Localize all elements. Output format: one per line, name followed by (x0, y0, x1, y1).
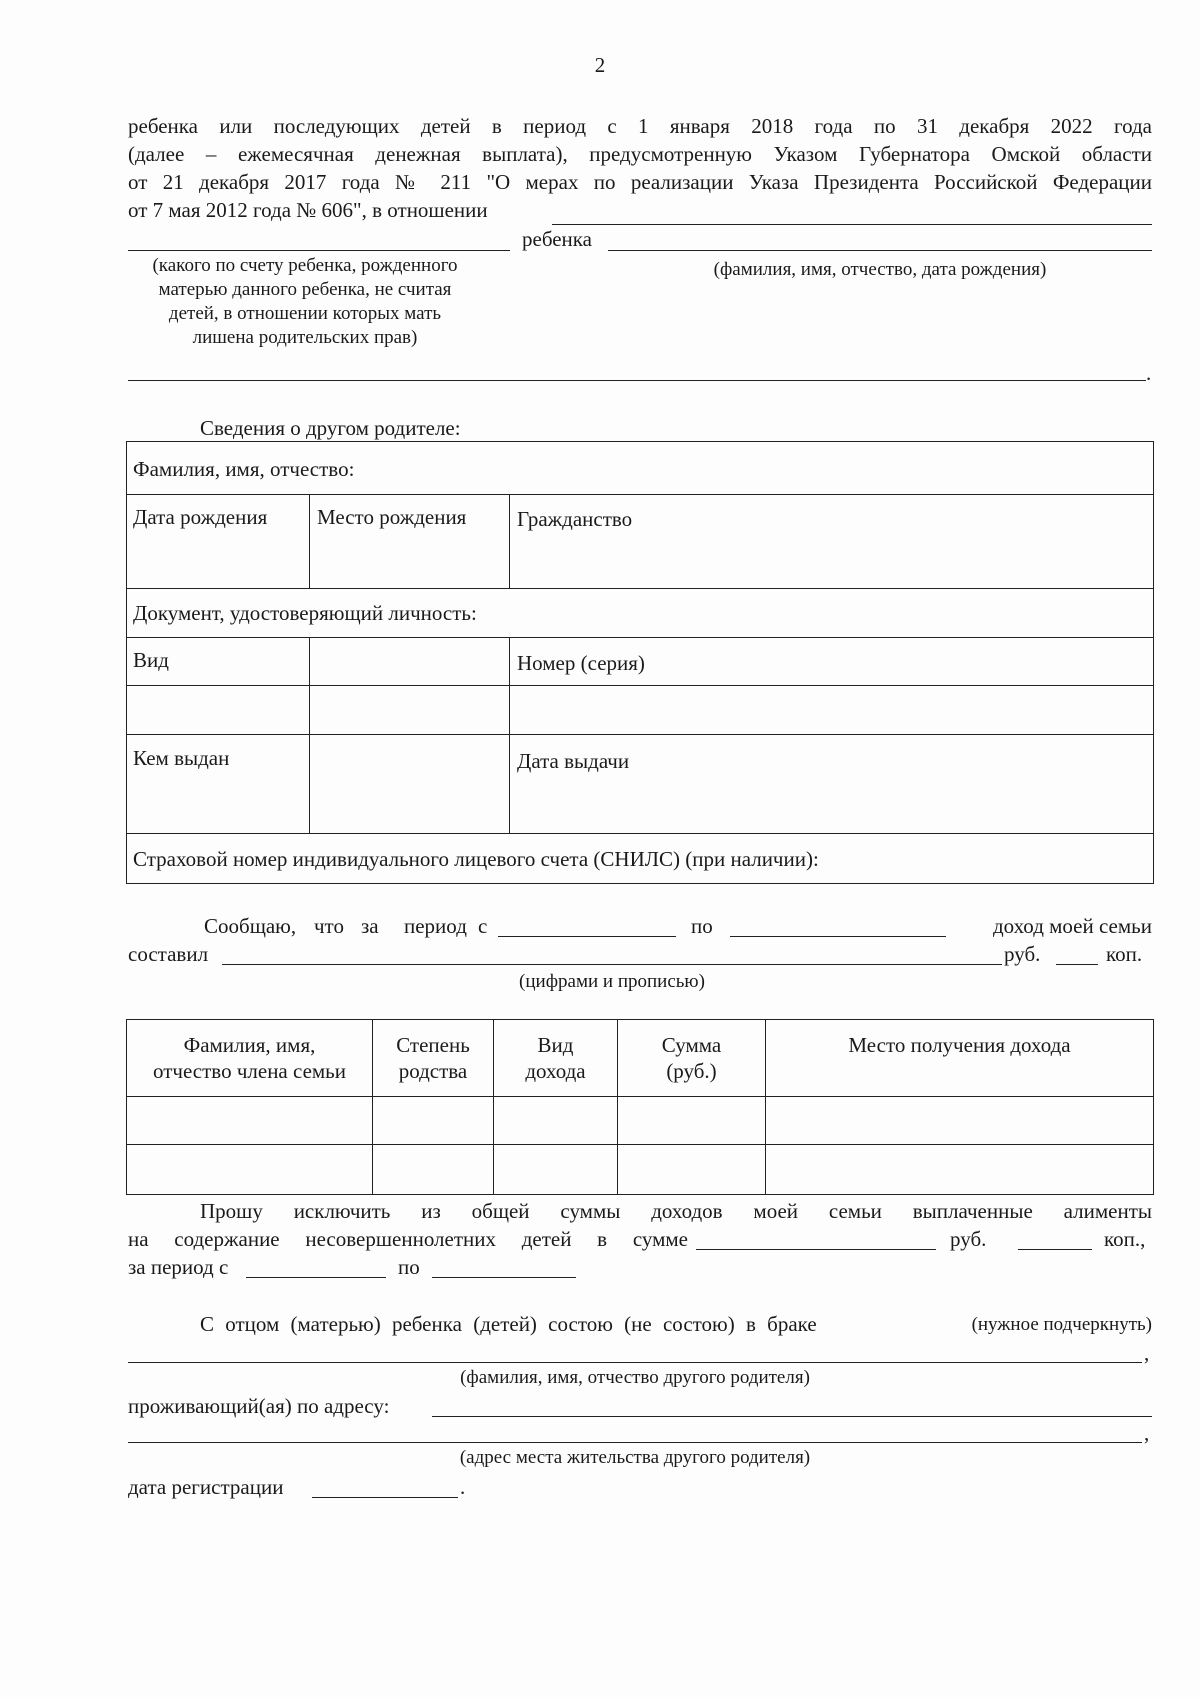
citizenship-label: Гражданство (517, 507, 633, 531)
intro-line-1: ребенка или последующих детей в период с 1 января 2018 года по 31 декабря 2022 года (128, 114, 1152, 138)
blank-other-parent-fio[interactable] (128, 1362, 1142, 1363)
blank-alimony-to[interactable] (432, 1277, 576, 1278)
blank-period-from[interactable] (498, 936, 676, 937)
blank-child-order-tail[interactable] (552, 224, 1152, 225)
income-kop: коп. (1106, 942, 1143, 966)
child-word: ребенка (522, 227, 592, 251)
sostavil-label: составил (128, 942, 209, 966)
birth-date-label: Дата рождения (133, 505, 268, 529)
blank-alimony-from[interactable] (246, 1277, 386, 1278)
marriage-line-1: С отцом (матерью) ребенка (детей) состою (не состою) в браке (нужное подчеркнуть) (200, 1312, 1152, 1336)
blank-alimony-sum[interactable] (696, 1249, 936, 1250)
intro-end-dot: . (1146, 361, 1152, 385)
blank-alimony-kop[interactable] (1018, 1249, 1092, 1250)
intro-line-3: от 21 декабря 2017 года № 211 "О мерах по реализации Указа Президента Российской Федерации (128, 170, 1152, 194)
income-table (126, 1019, 1154, 1195)
marriage-comma-1: , (1144, 1341, 1150, 1365)
issued-by-label: Кем выдан (133, 746, 230, 770)
doc-type-label: Вид (133, 648, 169, 672)
income-rub: руб. (1004, 942, 1041, 966)
other-parent-heading: Сведения о другом родителе: (200, 416, 461, 440)
blank-income-kop[interactable] (1056, 964, 1098, 965)
income-hint: (цифрами и прописью) (519, 971, 705, 992)
address-label: проживающий(ая) по адресу: (128, 1394, 390, 1418)
birth-place-label: Место рождения (317, 505, 467, 529)
col-relation-header: Степень родства (396, 1033, 470, 1083)
blank-income-sum[interactable] (222, 964, 1002, 965)
snils-label: Страховой номер индивидуального лицевого счета (СНИЛС) (при наличии): (133, 847, 819, 871)
alimony-rub: руб. (950, 1227, 987, 1251)
intro-line-2: (далее – ежемесячная денежная выплата), предусмотренную Указом Губернатора Омской области (128, 142, 1152, 166)
intro-line-4: от 7 мая 2012 года № 606", в отношении (128, 198, 488, 222)
reg-date-dot: . (460, 1475, 466, 1499)
hint-address: (адрес места жительства другого родителя) (459, 1447, 811, 1468)
id-doc-label: Документ, удостоверяющий личность: (133, 601, 477, 625)
fio-label: Фамилия, имя, отчество: (133, 457, 355, 481)
col-fio-header: Фамилия, имя, отчество члена семьи (153, 1033, 346, 1083)
hint-other-parent-fio: (фамилия, имя, отчество другого родителя) (460, 1367, 810, 1388)
hint-child-order: (какого по счету ребенка, рожденного матерью данного ребенка, не считая детей, в отношении которых мать лишена родительских прав) (152, 255, 458, 348)
other-parent-table (126, 441, 1154, 884)
blank-child-fio[interactable] (608, 250, 1152, 251)
blank-child-order[interactable] (128, 250, 510, 251)
alimony-po: по (398, 1255, 420, 1279)
col-place-header: Место получения дохода (848, 1033, 1071, 1057)
issue-date-label: Дата выдачи (517, 749, 630, 773)
col-income-type-header: Вид дохода (525, 1033, 586, 1083)
blank-reg-date[interactable] (312, 1497, 458, 1498)
blank-address-1[interactable] (432, 1416, 1152, 1417)
hint-child-fio: (фамилия, имя, отчество, дата рождения) (713, 259, 1047, 280)
alimony-line-1: Прошу исключить из общей суммы доходов моей семьи выплаченные алименты (200, 1199, 1152, 1223)
blank-period-to[interactable] (730, 936, 946, 937)
blank-child-extra[interactable] (128, 380, 1146, 381)
col-sum-header: Сумма (руб.) (661, 1033, 722, 1083)
alimony-period-label: за период с (128, 1255, 229, 1279)
reg-date-label: дата регистрации (128, 1475, 284, 1499)
alimony-kop: коп., (1104, 1227, 1146, 1251)
alimony-line-2: на содержание несовершеннолетних детей в сумме (128, 1227, 688, 1251)
page-number: 2 (594, 53, 606, 77)
blank-address-2[interactable] (128, 1442, 1142, 1443)
marriage-comma-2: , (1144, 1421, 1150, 1445)
marriage-note: (нужное подчеркнуть) (971, 1314, 1152, 1335)
doc-number-label: Номер (серия) (517, 651, 645, 675)
